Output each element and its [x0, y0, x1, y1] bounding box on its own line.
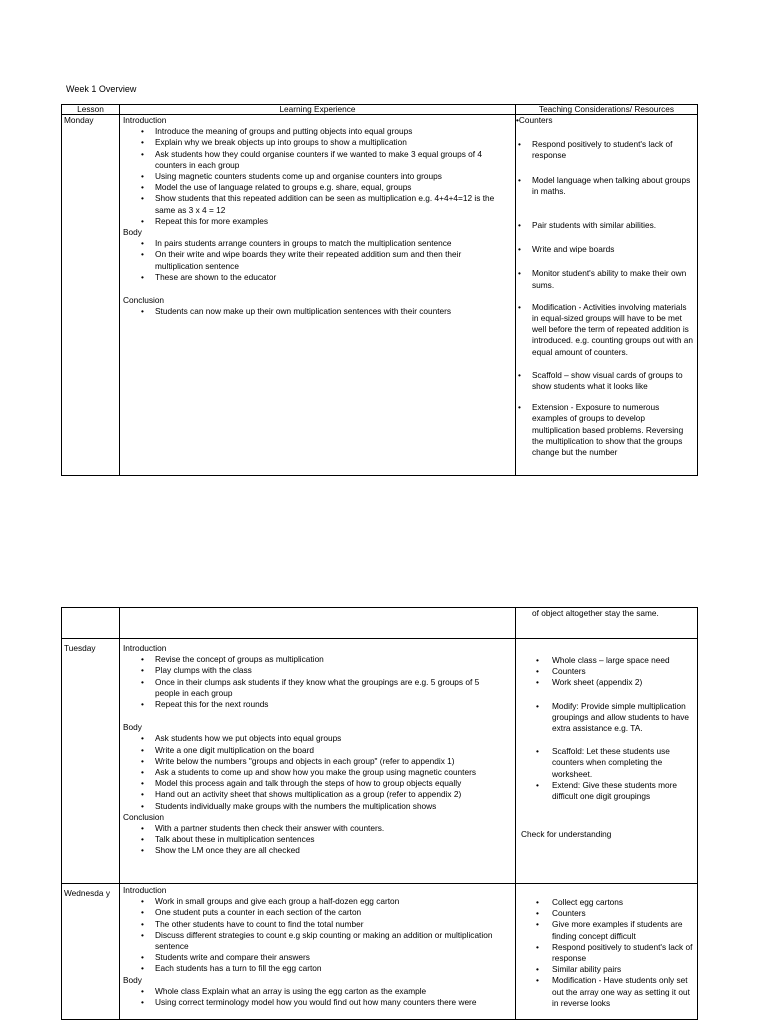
list-item: • Discuss different strategies to count e.g skip counting or making an addition or multiplication sentence	[123, 930, 511, 952]
intro-list	[123, 654, 511, 710]
table-border	[697, 607, 698, 1020]
list-item: • Hand out an activity sheet that shows multiplication as a group (refer to appendix 2)	[123, 789, 511, 800]
conclusion-list	[123, 823, 511, 857]
list-item: • Students individually make groups with the numbers the multiplication shows	[123, 801, 511, 812]
resource-item: • Respond positively to student's lack of response	[516, 139, 694, 161]
resources-list	[516, 897, 696, 1009]
resource-item: • Extend: Give these students more difficult one digit groupings	[516, 780, 696, 802]
continued-resource-text: of object altogether stay the same.	[532, 608, 659, 618]
list-item: • Show the LM once they are all checked	[123, 845, 511, 856]
list-item: • Students write and compare their answers	[123, 952, 511, 963]
intro-heading: Introduction	[123, 115, 167, 125]
resource-item: • Respond positively to student's lack of response	[516, 942, 696, 964]
table-border	[61, 607, 62, 1020]
resource-item: • Give more examples if students are finding concept difficult	[516, 919, 696, 941]
resource-item: • Scaffold: Let these students use counters when completing the worksheet.	[516, 746, 696, 780]
list-item: • The other students have to count to find the total number	[123, 919, 511, 930]
tuesday-resources	[516, 655, 696, 840]
resource-item: • Write and wipe boards	[516, 244, 694, 255]
lesson-tuesday: Tuesday	[64, 643, 96, 653]
document-title: Week 1 Overview	[66, 84, 137, 94]
resource-item: • Modification - Have students only set out the array one way as setting it out in reverse looks	[516, 975, 696, 1009]
table-border	[61, 883, 698, 884]
list-item: • In pairs students arrange counters in groups to match the multiplication sentence	[123, 238, 511, 249]
list-item: • Introduce the meaning of groups and putting objects into equal groups	[123, 126, 511, 137]
list-item: • Write a one digit multiplication on the board	[123, 745, 511, 756]
intro-heading: Introduction	[123, 643, 167, 653]
list-item: • Once in their clumps ask students if they know what the groupings are e.g. 5 groups of 5 people in each group	[123, 677, 511, 699]
list-item: • Ask students how we put objects into equal groups	[123, 733, 511, 744]
table-border	[61, 104, 62, 476]
resource-counters: •Counters	[516, 115, 553, 125]
list-item: • Whole class Explain what an array is using the egg carton as the example	[123, 986, 511, 997]
conclusion-list	[123, 306, 511, 317]
body-heading: Body	[123, 722, 142, 733]
resource-item: • Collect egg cartons	[516, 897, 696, 908]
list-item: • Using magnetic counters students come up and organise counters into groups	[123, 171, 511, 182]
table-border	[119, 104, 120, 476]
header-learning-experience: Learning Experience	[279, 104, 356, 114]
table-border	[61, 475, 698, 476]
table-border	[697, 104, 698, 476]
header-teaching-considerations: Teaching Considerations/ Resources	[538, 104, 675, 114]
table-border	[61, 1019, 698, 1020]
resource-item: • Monitor student's ability to make their own sums.	[516, 268, 694, 290]
body-heading: Body	[123, 227, 142, 238]
resource-item: • Counters	[516, 666, 696, 677]
body-list	[123, 238, 511, 283]
conclusion-heading: Conclusion	[123, 811, 165, 822]
resource-item: • Pair students with similar abilities.	[516, 220, 694, 231]
list-item: • On their write and wipe boards they write their repeated addition sum and then their multiplication sentence	[123, 249, 511, 271]
wednesday-learning-experience	[123, 885, 511, 1018]
list-item: • These are shown to the educator	[123, 272, 511, 283]
intro-list	[123, 126, 511, 227]
list-item: • Talk about these in multiplication sentences	[123, 834, 511, 845]
conclusion-heading: Conclusion	[123, 295, 165, 306]
monday-resources	[516, 115, 694, 474]
resource-item: • Modify: Provide simple multiplication groupings and allow students to have extra assistance e.g. TA.	[516, 701, 696, 735]
resource-item: • Work sheet (appendix 2)	[516, 677, 696, 688]
list-item: • Repeat this for the next rounds	[123, 699, 511, 710]
monday-learning-experience	[123, 115, 511, 317]
list-item: • Write below the numbers "groups and objects in each group" (refer to appendix 1)	[123, 756, 511, 767]
intro-heading: Introduction	[123, 885, 167, 895]
lesson-monday: Monday	[64, 115, 94, 125]
list-item: • Each students has a turn to fill the egg carton	[123, 963, 511, 974]
resource-item: • Whole class – large space need	[516, 655, 696, 666]
list-item: • Model the use of language related to groups e.g. share, equal, groups	[123, 182, 511, 193]
wednesday-resources	[516, 897, 696, 1018]
list-item: • Repeat this for more examples	[123, 216, 511, 227]
tuesday-learning-experience	[123, 643, 511, 857]
list-item: • Work in small groups and give each group a half-dozen egg carton	[123, 896, 511, 907]
list-item: • Using correct terminology model how you would find out how many counters there were	[123, 997, 511, 1008]
list-item: • Revise the concept of groups as multiplication	[123, 654, 511, 665]
resource-item: • Counters	[516, 908, 696, 919]
list-item: • Ask students how they could organise counters if we wanted to make 3 equal groups of 4 counters in each group	[123, 149, 511, 171]
body-list	[123, 733, 511, 811]
body-heading: Body	[123, 974, 142, 985]
resources-list	[516, 139, 694, 458]
body-list	[123, 986, 511, 1008]
list-item: • Ask a students to come up and show how you make the group using magnetic counters	[123, 767, 511, 778]
list-item: • Explain why we break objects up into groups to show a multiplication	[123, 137, 511, 148]
resource-item: • Scaffold – show visual cards of groups to show students what it looks like	[516, 370, 694, 392]
resources-list	[516, 655, 696, 802]
list-item: • Model this process again and talk through the steps of how to group objects equally	[123, 778, 511, 789]
table-border	[119, 607, 120, 1020]
list-item: • With a partner students then check their answer with counters.	[123, 823, 511, 834]
table-border	[61, 638, 698, 639]
resource-item: • Extension - Exposure to numerous examples of groups to develop multiplication based problems. Reversing the multiplication to show that the groups change but the number	[516, 402, 694, 458]
resource-item: • Model language when talking about groups in maths.	[516, 175, 694, 197]
lesson-wednesday: Wednesda y	[64, 888, 110, 898]
resource-item: • Modification - Activities involving materials in equal-sized groups will have to be met well before the term of repeated addition is introduced. e.g. counting groups out with an equal amount of counters.	[516, 302, 694, 358]
intro-list	[123, 896, 511, 974]
header-lesson: Lesson	[77, 104, 104, 114]
check-for-understanding: Check for understanding	[521, 829, 612, 840]
list-item: • Play clumps with the class	[123, 665, 511, 676]
list-item: • Students can now make up their own multiplication sentences with their counters	[123, 306, 511, 317]
list-item: • Show students that this repeated addition can be seen as multiplication e.g. 4+4+4=12 is the same as 3 x 4 = 12	[123, 193, 511, 215]
list-item: • One student puts a counter in each section of the carton	[123, 907, 511, 918]
resource-item: • Similar ability pairs	[516, 964, 696, 975]
